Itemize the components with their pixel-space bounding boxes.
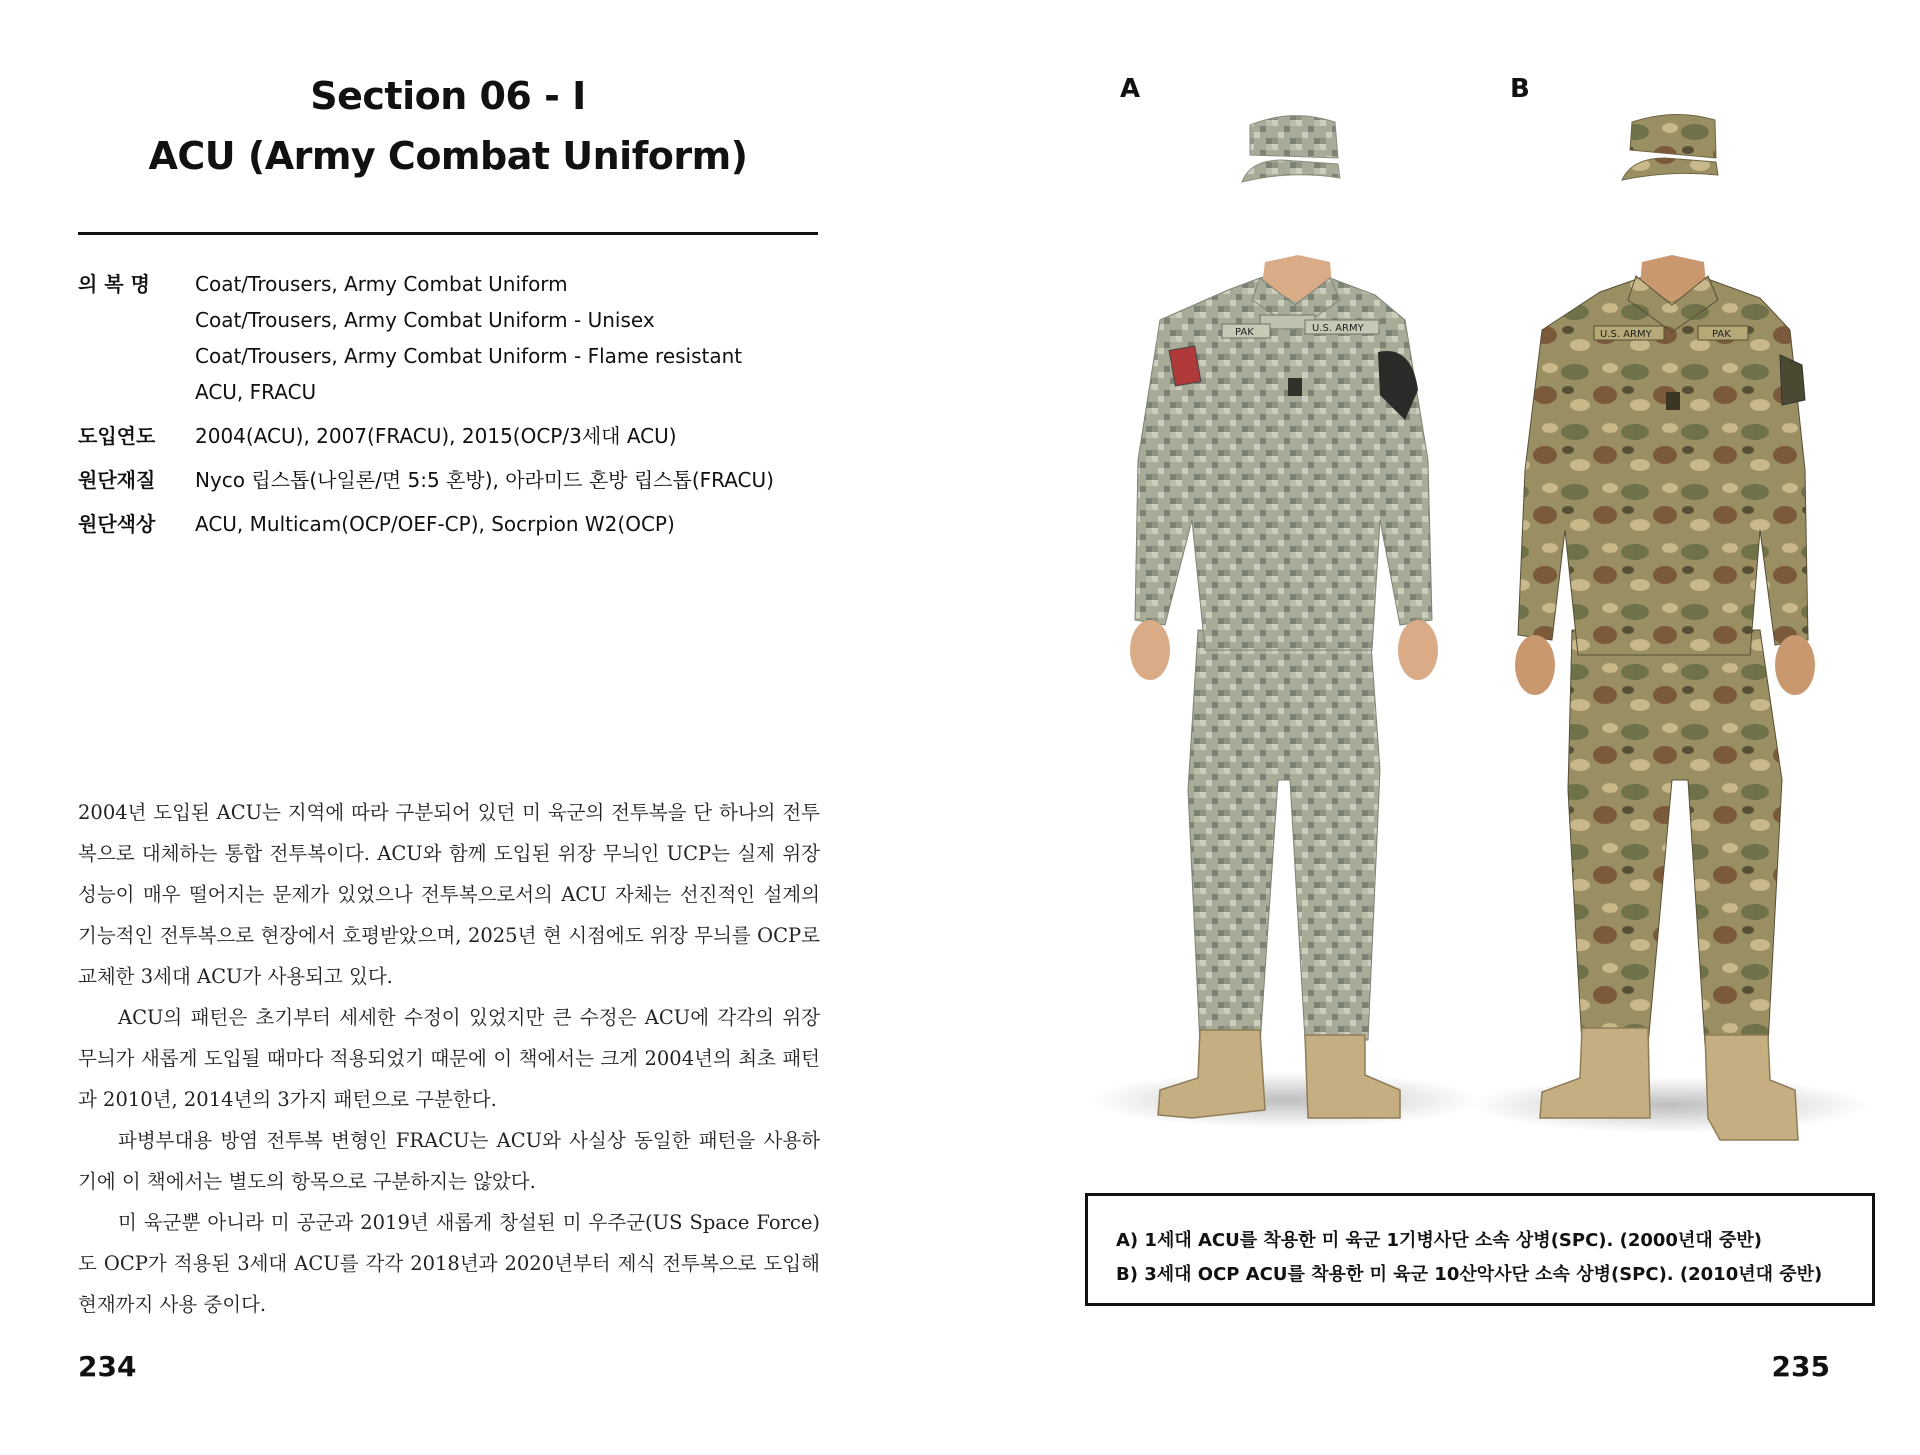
figure-caption	[1085, 1193, 1875, 1306]
spec-row-color	[78, 506, 838, 542]
spec-value: ACU, Multicam(OCP/OEF-CP), Socrpion W2(OCP)	[195, 512, 675, 536]
paragraph: ACU의 패턴은 초기부터 세세한 수정이 있었지만 큰 수정은 ACU에 각각의 위장 무늬가 새롭게 도입될 때마다 적용되었기 때문에 이 책에서는 크게 2004년의 최초 패턴과 2010년, 2014년의 3가지 패턴으로 구분한다.	[78, 1006, 820, 1111]
spec-value: Coat/Trousers, Army Combat Uniform	[195, 272, 568, 296]
mountain-patch-icon	[1780, 355, 1805, 405]
spec-label: 의 복 명	[78, 272, 150, 296]
spec-table	[78, 266, 838, 550]
caption-line: A) 1세대 ACU를 착용한 미 육군 1기병사단 소속 상병(SPC). (2000년대 중반)	[1116, 1230, 1762, 1251]
paragraph: 파병부대용 방염 전투복 변형인 FRACU는 ACU와 사실상 동일한 패턴을 사용하기에 이 책에서는 별도의 항목으로 구분하지는 않았다.	[78, 1129, 820, 1193]
section-subtitle: ACU (Army Combat Uniform)	[148, 134, 748, 178]
hand-a-left	[1130, 620, 1170, 680]
name-tape-a: PAK	[1235, 327, 1254, 338]
spec-row-name	[78, 266, 838, 410]
rank-insignia-icon	[1288, 378, 1302, 396]
uniform-b	[1515, 114, 1815, 1140]
body-text	[78, 792, 820, 1325]
page-number: 234	[78, 1350, 137, 1383]
trousers-a	[1188, 630, 1380, 1045]
spec-value: ACU, FRACU	[195, 380, 317, 404]
rank-insignia-b-icon	[1666, 392, 1680, 410]
hand-b-left	[1515, 635, 1555, 695]
spec-label: 도입연도	[78, 424, 156, 448]
spec-values	[195, 462, 774, 498]
floor-shadow	[1470, 1077, 1870, 1133]
caption-line: B) 3세대 OCP ACU를 착용한 미 육군 10산악사단 소속 상병(SPC). (2010년대 중반)	[1116, 1264, 1823, 1285]
spec-values	[195, 418, 677, 454]
title-divider	[78, 232, 818, 235]
flag-patch-icon	[1169, 346, 1201, 386]
patrol-cap-b	[1630, 114, 1716, 158]
spec-value: Coat/Trousers, Army Combat Uniform - Unisex	[195, 308, 655, 332]
page-number: 235	[1771, 1350, 1830, 1383]
spec-row-year	[78, 418, 838, 454]
uniform-a	[1130, 116, 1438, 1118]
uniform-figures	[960, 0, 1920, 1190]
figure-label-a: A	[1120, 74, 1141, 104]
branch-tape-a: U.S. ARMY	[1312, 323, 1364, 334]
paragraph: 미 육군뿐 아니라 미 공군과 2019년 새롭게 창설된 미 우주군(US Space Force)도 OCP가 적용된 3세대 ACU를 각각 2018년과 2020년부터 제식 전투복으로 도입해 현재까지 사용 중이다.	[78, 1211, 820, 1316]
hand-b-right	[1775, 635, 1815, 695]
spec-value: Coat/Trousers, Army Combat Uniform - Flame resistant	[195, 344, 743, 368]
spec-label: 원단색상	[78, 512, 156, 536]
floor-shadow	[1090, 1072, 1480, 1128]
boot-b-right	[1705, 1035, 1798, 1140]
spec-value: Nyco 립스톱(나일론/면 5:5 혼방), 아라미드 혼방 립스톱(FRACU)	[195, 468, 774, 492]
spec-row-fabric	[78, 462, 838, 498]
section-title: Section 06 - I	[310, 74, 586, 118]
name-tape-b: PAK	[1712, 329, 1731, 340]
patrol-cap-a	[1250, 116, 1338, 158]
boot-b-left	[1540, 1028, 1650, 1118]
right-page	[960, 0, 1920, 1455]
spec-values	[195, 506, 675, 542]
trousers-b	[1568, 630, 1782, 1045]
paragraph: 2004년 도입된 ACU는 지역에 따라 구분되어 있던 미 육군의 전투복을 단 하나의 전투복으로 대체하는 통합 전투복이다. ACU와 함께 도입된 위장 무늬인 UCP는 실제 위장 성능이 매우 떨어지는 문제가 있었으나 전투복으로서의 ACU 자체는 선진적인 설계의 기능적인 전투복으로 현장에서 호평받았으며, 2025년 현 시점에도 위장 무늬를 OCP로 교체한 3세대 ACU가 사용되고 있다.	[78, 801, 820, 988]
spec-values	[195, 266, 742, 410]
branch-tape-b: U.S. ARMY	[1600, 329, 1652, 340]
hand-a-right	[1398, 620, 1438, 680]
spec-value: 2004(ACU), 2007(FRACU), 2015(OCP/3세대 ACU)	[195, 424, 677, 448]
spec-label: 원단재질	[78, 468, 156, 492]
boot-a-left	[1158, 1030, 1265, 1118]
figure-label-b: B	[1510, 74, 1530, 104]
